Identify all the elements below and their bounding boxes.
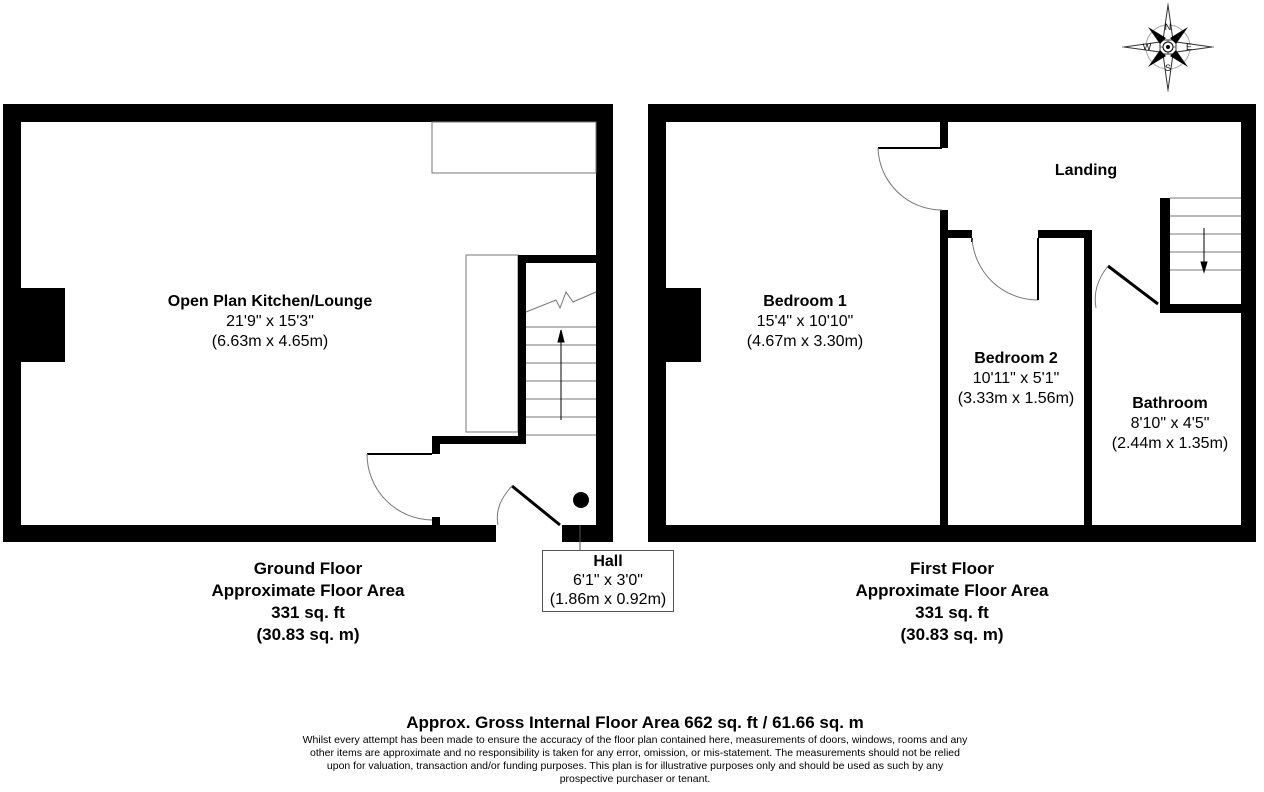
gross-floor-area-title: Approx. Gross Internal Floor Area 662 sq. ft / 61.66 sq. m <box>406 713 864 732</box>
room-label-bedroom1 <box>705 292 905 352</box>
footer <box>300 713 970 786</box>
room-name: Open Plan Kitchen/Lounge <box>167 293 373 310</box>
floor-area-caption: Approximate Floor Area <box>211 581 405 600</box>
floor-area-sqm: (30.83 sq. m) <box>900 625 1004 644</box>
room-dimensions-metric: (1.86m x 0.92m) <box>549 591 667 608</box>
stair-wall-top <box>518 255 596 263</box>
kitchen-worktop <box>432 122 596 173</box>
kitchen-unit <box>466 255 518 432</box>
ground-wall-top <box>3 104 613 122</box>
room-dimensions-imperial: 8'10" x 4'5" <box>1130 415 1210 432</box>
ground-wall-right <box>596 104 613 542</box>
first-wall-top <box>648 104 1256 122</box>
compass-w: W <box>1142 42 1152 52</box>
bedroom1-wall-stub <box>940 122 948 148</box>
floor-title: Ground Floor <box>253 559 363 578</box>
first-staircase <box>1170 198 1241 272</box>
floor-area-sqm: (30.83 sq. m) <box>256 625 360 644</box>
bedroom2-top-right <box>1038 230 1092 238</box>
first-wall-left <box>648 104 666 542</box>
floor-title: First Floor <box>909 559 995 578</box>
landing-stair-wall <box>1160 198 1170 312</box>
hall-wall-top <box>432 436 526 444</box>
room-name: Landing <box>1054 162 1118 179</box>
room-dimensions-imperial: 10'11" x 5'1" <box>972 370 1060 387</box>
hall-light-fixture <box>573 492 589 508</box>
ground-wall-bottom-left <box>3 525 496 542</box>
first-chimney <box>666 288 701 362</box>
compass-e: E <box>1185 42 1193 52</box>
room-label-bedroom2 <box>946 349 1086 409</box>
room-dimensions-metric: (2.44m x 1.35m) <box>1111 435 1229 452</box>
ground-chimney <box>21 288 65 362</box>
disclaimer-text: Whilst every attempt has been made to ensure the accuracy of the floor plan contained here, measurements of doors, windows, rooms and any other items are approximate and no responsibility is taken for any error, omission, or mis-statement. The measurements should not be relied upon for valuation, transaction and/or funding purposes. This plan is for illustrative purposes only and should be used as such by any prospective purchaser or tenant. <box>302 734 968 785</box>
room-dimensions-metric: (3.33m x 1.56m) <box>957 390 1075 407</box>
room-label-hall <box>542 550 674 612</box>
ground-staircase <box>526 292 596 435</box>
room-name: Hall <box>593 553 623 570</box>
ground-wall-left <box>3 104 21 542</box>
ground-floor-area <box>158 558 458 646</box>
compass-n: N <box>1164 22 1172 32</box>
room-label-kitchen-lounge <box>120 292 420 352</box>
room-name: Bedroom 2 <box>974 350 1058 367</box>
first-wall-bottom <box>648 525 1256 542</box>
bathroom-wall-top <box>1160 304 1241 313</box>
compass-s: S <box>1164 63 1172 73</box>
bedroom2-top-left <box>940 230 972 238</box>
hall-wall-stub-low <box>432 517 440 525</box>
ground-wall-bottom-right <box>562 525 613 542</box>
floor-area-caption: Approximate Floor Area <box>855 581 1049 600</box>
hall-wall-stub <box>432 436 440 454</box>
room-name: Bedroom 1 <box>763 293 847 310</box>
floor-area-sqft: 331 sq. ft <box>271 603 345 622</box>
floor-area-sqft: 331 sq. ft <box>915 603 989 622</box>
compass-icon <box>1122 3 1214 92</box>
room-name: Bathroom <box>1132 395 1208 412</box>
room-label-bathroom <box>1098 394 1242 454</box>
room-dimensions-metric: (4.67m x 3.30m) <box>746 333 864 350</box>
room-dimensions-metric: (6.63m x 4.65m) <box>211 333 329 350</box>
ground-doors <box>367 454 560 525</box>
room-dimensions-imperial: 15'4" x 10'10" <box>756 313 854 330</box>
stair-wall-left <box>518 255 526 444</box>
first-floor-area <box>802 558 1102 646</box>
room-dimensions-imperial: 6'1" x 3'0" <box>573 572 643 589</box>
room-label-landing <box>1036 161 1136 181</box>
first-wall-right <box>1241 104 1256 542</box>
room-dimensions-imperial: 21'9" x 15'3" <box>226 313 314 330</box>
